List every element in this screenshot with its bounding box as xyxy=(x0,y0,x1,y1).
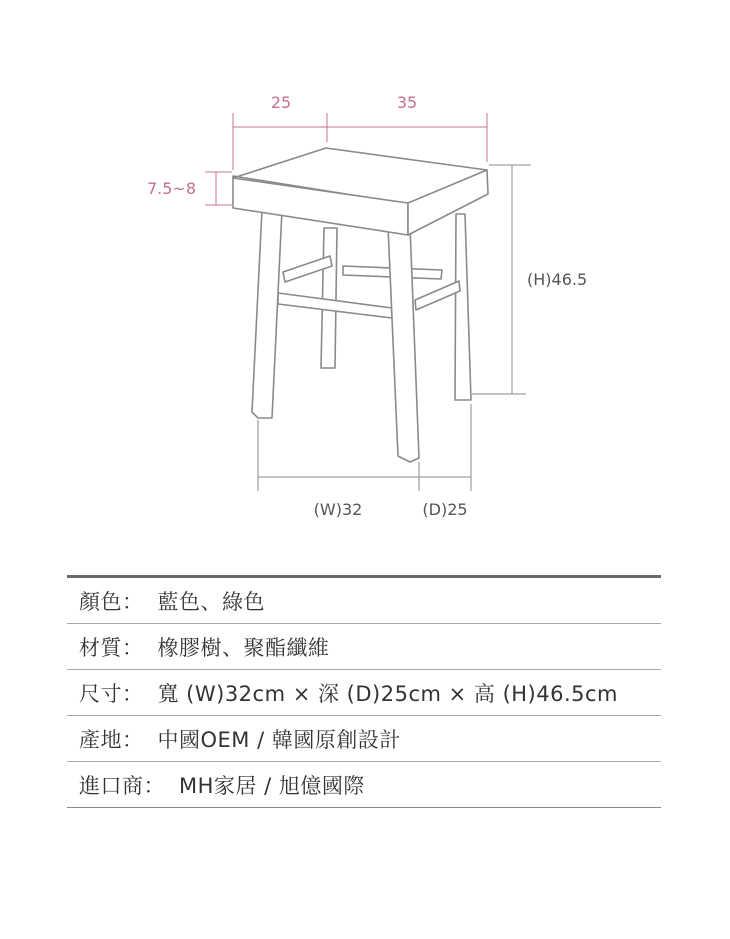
spec-row-origin xyxy=(67,716,661,762)
spec-colon: ： xyxy=(143,773,165,798)
label-top-right-width: 35 xyxy=(396,93,418,112)
spec-colon: ： xyxy=(122,681,144,706)
side-rail-right xyxy=(415,281,460,310)
spec-label: 進口商 xyxy=(79,773,144,798)
back-left-leg xyxy=(321,228,337,368)
spec-row-size xyxy=(67,670,661,716)
spec-label: 尺寸 xyxy=(79,681,122,706)
spec-label: 產地 xyxy=(79,727,122,752)
label-top-left-width: 25 xyxy=(270,93,292,112)
spec-colon: ： xyxy=(122,727,144,752)
label-seat-thickness: 7.5~8 xyxy=(146,179,196,198)
spec-label: 顏色 xyxy=(79,589,122,614)
spec-row-material xyxy=(67,624,661,670)
spec-row-importer xyxy=(67,762,661,808)
front-right-leg xyxy=(388,226,419,462)
label-width: (W)32 xyxy=(313,500,363,519)
stool xyxy=(233,148,488,462)
spec-value: MH家居 / 旭億國際 xyxy=(179,773,365,798)
spec-row-color xyxy=(67,578,661,624)
front-left-leg xyxy=(252,210,282,418)
spec-label: 材質 xyxy=(79,635,122,660)
spec-value: 橡膠樹、聚酯纖維 xyxy=(157,635,330,660)
label-depth: (D)25 xyxy=(422,500,468,519)
spec-colon: ： xyxy=(122,589,144,614)
spec-table xyxy=(67,575,661,808)
spec-value: 藍色、綠色 xyxy=(157,589,265,614)
back-right-leg xyxy=(455,214,471,400)
spec-colon: ： xyxy=(122,635,144,660)
spec-value: 中國OEM / 韓國原創設計 xyxy=(157,727,401,752)
label-height: (H)46.5 xyxy=(527,270,588,289)
spec-value: 寬 (W)32cm × 深 (D)25cm × 高 (H)46.5cm xyxy=(157,681,619,706)
